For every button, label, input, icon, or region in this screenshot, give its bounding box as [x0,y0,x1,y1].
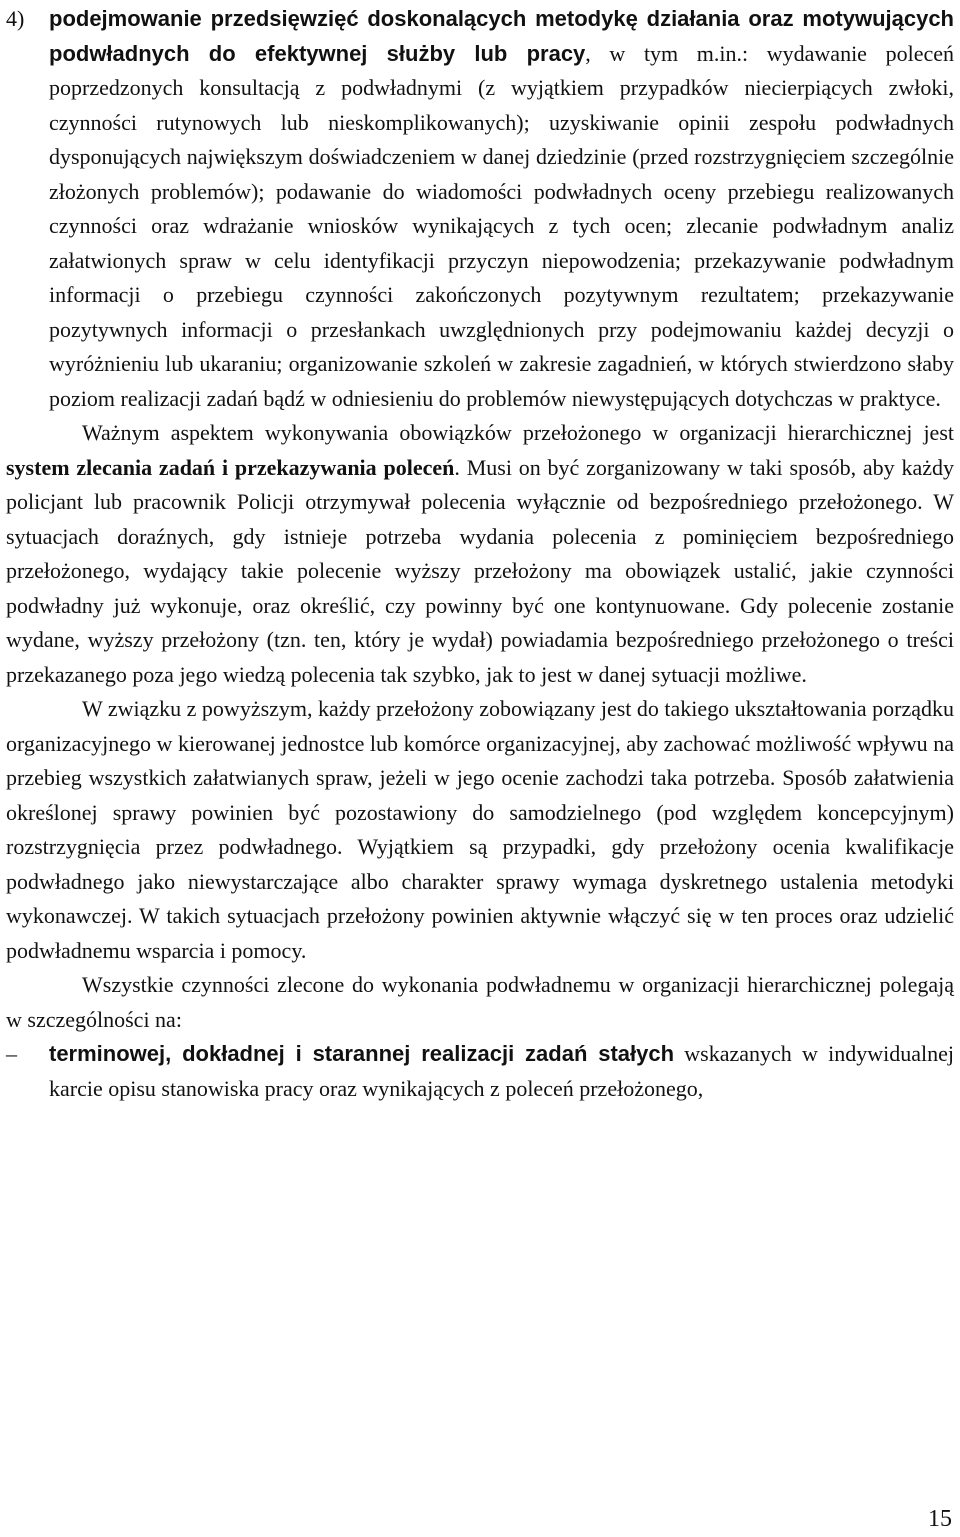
bullet-text: wskazanych w indywidualnej karcie opisu stanowiska pracy oraz wynikających z poleceń przełożonego, [49,1041,955,1101]
item-text: , w tym m.in.: wydawanie poleceń poprzedzonych konsultacją z podwładnymi (z wyjątkiem przypadków niecierpiących zwłoki, czynności rutynowych lub nieskomplikowanych); uzyskiwanie opinii zespołu podwładnych dysponujących największym doświadczeniem w danej dziedzinie (przed rozstrzygnięciem szczególnie złożonych problemów); podawanie do wiadomości podwładnych oceny przebiegu realizowanych czynności oraz wdrażanie wniosków wynikających z tych ocen; zlecanie podwładnym analiz załatwionych spraw w celu identyfikacji przyczyn niepowodzenia; przekazywanie podwładnym informacji o przebiegu czynności zakończonych pozytywnym rezultatem; przekazywanie pozytywnych informacji o przesłankach uwzględnionych przy podejmowaniu każdej decyzji o wyróżnieniu lub ukaraniu; organizowanie szkoleń w zakresie zagadnień, w których stwierdzono słaby poziom realizacji zadań bądź w odniesieniu do problemów niewystępujących dotychczas w praktyce. [49,40,954,411]
paragraph-text: Ważnym aspektem wykonywania obowiązków przełożonego w organizacji hierarchicznej jest [82,420,954,445]
paragraph-system-zlecania [6,416,954,692]
paragraph-porzadek-organizacyjny: W związku z powyższym, każdy przełożony zobowiązany jest do takiego ukształtowania porządku organizacyjnego w kierowanej jednostce lub komórce organizacyjnej, aby zachować możliwość wpływu na przebieg wszystkich załatwianych spraw, jeżeli w jego ocenie zachodzi taka potrzeba. Sposób załatwienia określonej sprawy powinien być pozostawiony do samodzielnego (pod względem koncepcyjnym) rozstrzygnięcia przez podwładnego. Wyjątkiem są przypadki, gdy przełożony ocenia kwalifikacje podwładnego jako niewystarczające albo charakter sprawy wymaga dyskretnego ustalenia metodyki wykonawczej. W takich sytuacjach przełożony powinien aktywnie włączyć się w ten proces oraz udzielić podwładnemu wsparcia i pomocy. [6,696,954,963]
list-marker: 4) [6,6,25,31]
document-page [6,2,954,1106]
list-item-4 [6,2,954,416]
item-bold-text: podejmowanie przedsięwzięć doskonalących metodykę działania oraz motywujących podwładnych do efektywnej służby lub pracy [49,6,954,66]
bullet-item [6,1037,954,1106]
bullet-bold-text: terminowej, dokładnej i starannej realizacji zadań stałych [49,1041,675,1066]
paragraph-text: . Musi on być zorganizowany w taki sposób, aby każdy policjant lub pracownik Policji otrzymywał polecenia wyłącznie od bezpośredniego przełożonego. W sytuacjach doraźnych, gdy istnieje potrzeba wydania polecenia z pominięciem bezpośredniego przełożonego, wydający takie polecenie wyższy przełożony ma obowiązek ustalić, jakie czynności podwładny już wykonuje, oraz określić, czy powinny być one kontynuowane. Gdy polecenie zostanie wydane, wyższy przełożony (tzn. ten, który je wydał) powiadamia bezpośredniego przełożonego o treści przekazanego poza jego wiedzą polecenia tak szybko, jak to jest w danej sytuacji możliwe. [6,454,954,687]
bullet-dash: – [6,1041,17,1066]
page-number: 15 [928,1506,952,1532]
paragraph-czynnosci-zlecone: Wszystkie czynności zlecone do wykonania podwładnemu w organizacji hierarchicznej polegają w szczególności na: [6,972,954,1032]
paragraph-bold-text: system zlecania zadań i przekazywania poleceń [6,454,455,480]
